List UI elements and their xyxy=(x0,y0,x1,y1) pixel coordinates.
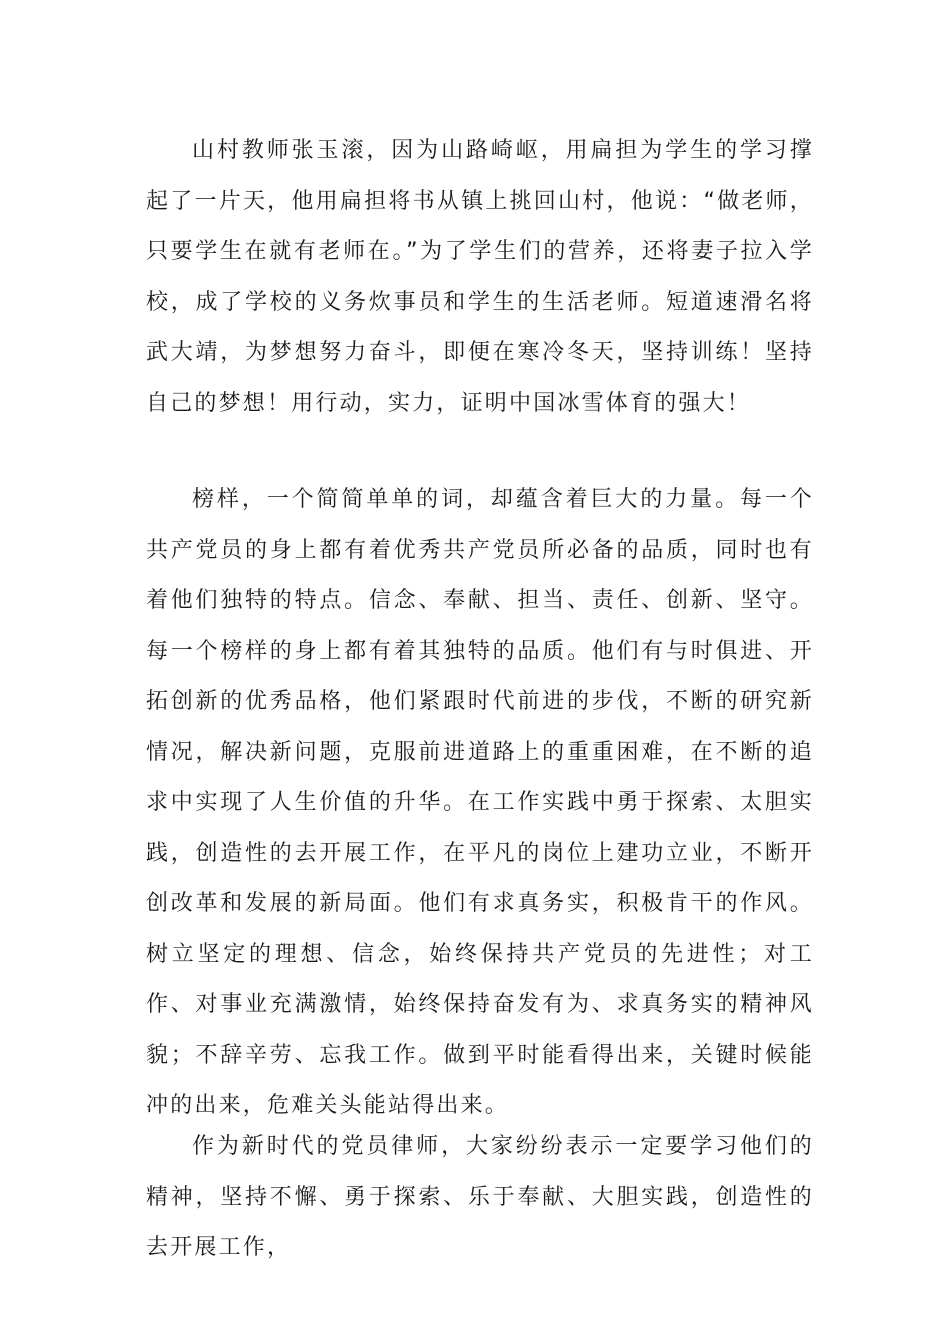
paragraph-1: 山村教师张玉滚，因为山路崎岖，用扁担为学生的学习撑起了一片天，他用扁担将书从镇上挑回山村，他说：“做老师，只要学生在就有老师在。”为了学生们的营养，还将妻子拉入学校，成了学校的义务炊事员和学生的生活老师。短道速滑名将武大靖，为梦想努力奋斗，即便在寒冷冬天，坚持训练！坚持自己的梦想！用行动，实力，证明中国冰雪体育的强大！ xyxy=(146,138,814,416)
paragraph-3: 作为新时代的党员律师，大家纷纷表示一定要学习他们的精神，坚持不懈、勇于探索、乐于奉献、大胆实践，创造性的去开展工作， xyxy=(146,1134,814,1260)
paragraph-2: 榜样，一个简简单单的词，却蕴含着巨大的力量。每一个共产党员的身上都有着优秀共产党员所必备的品质，同时也有着他们独特的特点。信念、奉献、担当、责任、创新、坚守。每一个榜样的身上都有着其独特的品质。他们有与时俱进、开拓创新的优秀品格，他们紧跟时代前进的步伐，不断的研究新情况，解决新问题，克服前进道路上的重重困难，在不断的追求中实现了人生价值的升华。在工作实践中勇于探索、太胆实践，创造性的去开展工作，在平凡的岗位上建功立业，不断开创改革和发展的新局面。他们有求真务实，积极肯干的作风。树立坚定的理想、信念，始终保持共产党员的先进性；对工作、对事业充满激情，始终保持奋发有为、求真务实的精神风貌；不辞辛劳、忘我工作。做到平时能看得出来，关键时候能冲的出来，危难关头能站得出来。 xyxy=(146,487,814,1118)
